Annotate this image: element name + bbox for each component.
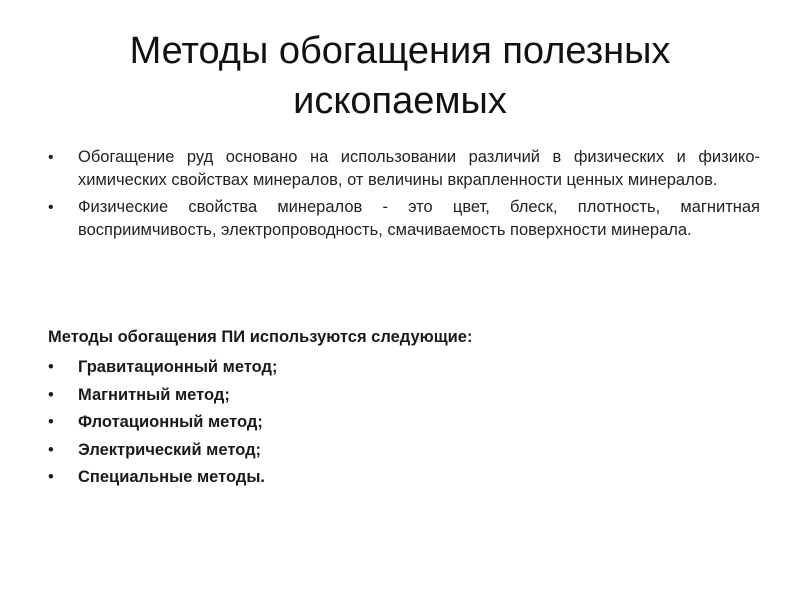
bullet-item (48, 196, 760, 242)
bullet-dot-icon: • (48, 468, 54, 486)
method-item (48, 466, 278, 489)
slide-title: Методы обогащения полезных ископаемых (129, 30, 671, 122)
bullet-dot-icon: • (48, 413, 54, 431)
method-item (48, 356, 278, 379)
method-item (48, 439, 278, 462)
bullet-item (48, 146, 760, 192)
bullet-dot-icon: • (48, 385, 54, 404)
method-text: Электрический метод; (78, 440, 262, 459)
method-item (48, 384, 278, 407)
method-item (48, 411, 278, 434)
method-text: Специальные методы. (78, 468, 266, 486)
method-text: Флотационный метод; (78, 413, 263, 431)
bullet-list (48, 146, 760, 246)
methods-list (48, 356, 278, 494)
bullet-text: Обогащение руд основано на использовании различий в физических и физико-химических свойствах минералов, от величины вкрапленности ценных минералов. (78, 148, 760, 189)
bullet-dot-icon: • (48, 440, 54, 459)
method-text: Магнитный метод; (78, 385, 230, 404)
bullet-dot-icon: • (48, 199, 54, 216)
bullet-dot-icon: • (48, 149, 54, 166)
method-text: Гравитационный метод; (78, 358, 278, 376)
methods-heading: Методы обогащения ПИ используются следующие: (48, 328, 473, 346)
bullet-text: Физические свойства минералов - это цвет, блеск, плотность, магнитная восприимчивость, электропроводность, смачиваемость поверхности минерала. (78, 198, 760, 239)
bullet-dot-icon: • (48, 358, 54, 376)
